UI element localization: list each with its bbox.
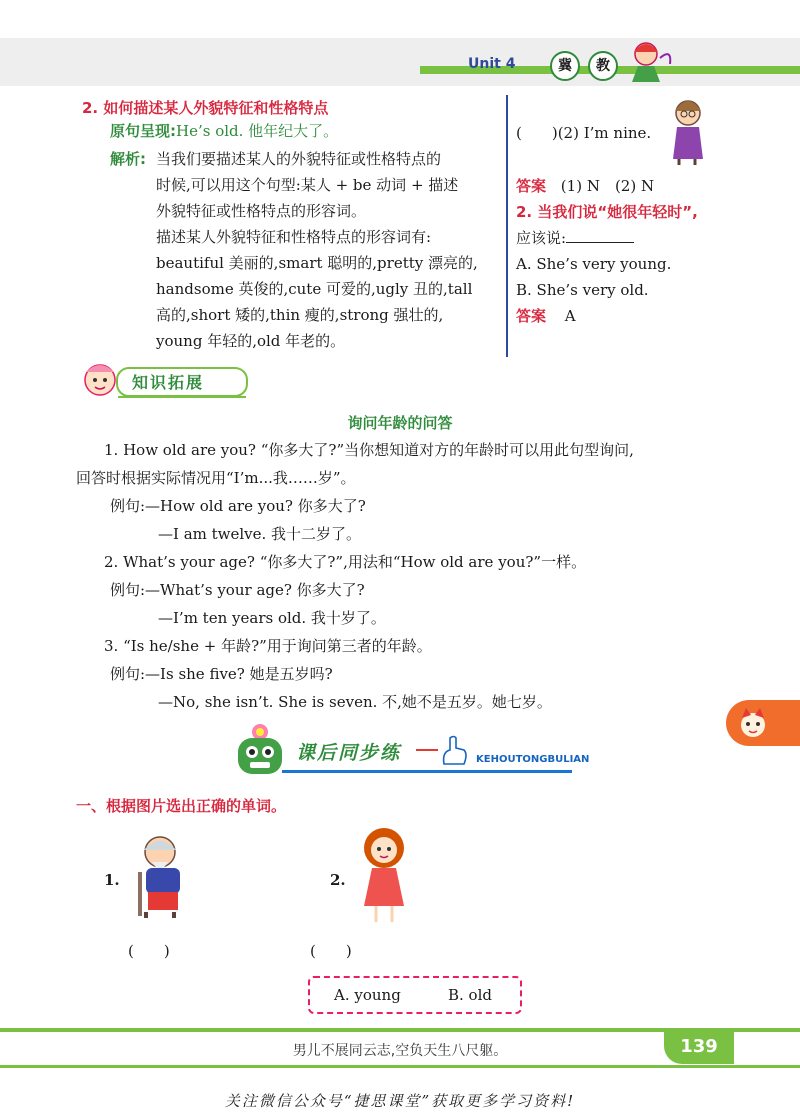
adj-line-3: handsome 英俊的,cute 可爱的,ugly 丑的,tall <box>156 280 473 298</box>
right-q2-title <box>516 199 698 225</box>
answer-2: A <box>564 307 576 325</box>
practice-banner <box>230 722 590 780</box>
ex2-q: 例句:—What’s your age? 你多大了? <box>110 581 365 599</box>
unit-label: Unit 4 <box>468 56 516 72</box>
ex2-a: —I’m ten years old. 我十岁了。 <box>158 609 386 627</box>
answer-row-2 <box>516 303 576 329</box>
original-sentence-row <box>110 118 338 144</box>
answer-blank-2: ( ) <box>310 942 352 960</box>
analysis-line-3: 外貌特征或性格特点的形容词。 <box>156 202 367 220</box>
analysis-text <box>156 146 506 354</box>
practice-banner-text: 课后同步练 <box>296 742 402 764</box>
p2: 2. What’s your age? “你多大了?”,用法和“How old are you?”一样。 <box>104 553 587 571</box>
young-girl-image <box>350 822 418 926</box>
knowledge-body <box>76 436 756 716</box>
answer-label-2: 答案 <box>516 307 547 325</box>
arrow-icon <box>416 749 438 751</box>
knowledge-title: 询问年龄的问答 <box>347 414 453 432</box>
p1-line2: 回答时根据实际情况用“I’m...我……岁”。 <box>76 469 356 487</box>
p1-line1: 1. How old are you? “你多大了?”当你想知道对方的年龄时可以用此句型询问, <box>104 441 634 459</box>
knowledge-banner <box>78 358 248 400</box>
answer-blank <box>566 226 634 243</box>
footer-line-bottom <box>0 1065 800 1068</box>
practice-pinyin: KEHOUTONGBULIAN <box>476 754 590 765</box>
section-title: 2. 如何描述某人外貌特征和性格特点 <box>82 99 329 117</box>
monster-mascot-icon <box>230 722 290 780</box>
knowledge-banner-text: 知识拓展 <box>132 373 205 392</box>
knowledge-underline <box>118 396 246 398</box>
old-woman-icon <box>665 95 711 167</box>
column-divider <box>506 95 508 357</box>
watermark: 关注微信公众号“捷思课堂”获取更多学习资料! <box>224 1092 576 1110</box>
ex1-a: —I am twelve. 我十二岁了。 <box>158 525 362 543</box>
badge-ji: 冀 <box>550 51 580 81</box>
badge-jiao: 教 <box>588 51 618 81</box>
original-label: 原句呈现: <box>110 122 176 140</box>
footer-motto: 男儿不展同云志,空负天生八尺躯。 <box>292 1043 508 1059</box>
option-b: B. She’s very old. <box>516 281 649 299</box>
header-bar <box>0 0 800 95</box>
right-q2: ( )(2) I’m nine. <box>516 124 652 142</box>
page-number: 139 <box>680 1036 718 1057</box>
option-old: B. old <box>448 986 492 1004</box>
answer-label-1: 答案 <box>516 177 547 195</box>
fairy-icon <box>620 38 674 84</box>
right-q2-line2 <box>516 225 634 251</box>
analysis-line-2: 时候,可以用这个句型:某人 + be 动词 + 描述 <box>156 176 459 194</box>
option-a: A. She’s very young. <box>516 255 672 273</box>
answer-row-1 <box>516 173 654 199</box>
answer-blank-1: ( ) <box>128 942 170 960</box>
analysis-label: 解析: <box>110 150 146 168</box>
p3: 3. “Is he/she + 年龄?”用于询问第三者的年龄。 <box>104 637 432 655</box>
ex3-a: —No, she isn’t. She is seven. 不,她不是五岁。她七岁。 <box>158 693 552 711</box>
original-sentence: He’s old. 他年纪大了。 <box>176 122 339 140</box>
exercise-number-2: 2. <box>330 871 346 889</box>
adj-line-4: 高的,short 矮的,thin 瘦的,strong 强壮的, <box>156 306 444 324</box>
side-tab <box>726 700 800 746</box>
adj-line-1: 描述某人外貌特征和性格特点的形容词有: <box>156 228 432 246</box>
ex1-q: 例句:—How old are you? 你多大了? <box>110 497 366 515</box>
right-q2-number: 2. 当我们说“她很年轻时”, <box>516 203 698 221</box>
old-man-image <box>124 828 206 920</box>
right-q2-prompt: 应该说: <box>516 229 567 247</box>
option-young: A. young <box>334 986 401 1004</box>
answer-1: (1) N (2) N <box>560 177 655 195</box>
fox-mascot-icon <box>736 706 770 740</box>
header-shade <box>0 38 800 86</box>
exercise-number-1: 1. <box>104 871 120 889</box>
ex3-q: 例句:—Is she five? 她是五岁吗? <box>110 665 333 683</box>
exercise-heading: 一、根据图片选出正确的单词。 <box>76 797 287 815</box>
adj-line-2: beautiful 美丽的,smart 聪明的,pretty 漂亮的, <box>156 254 478 272</box>
pointing-hand-icon <box>440 734 470 768</box>
analysis-line-1: 当我们要描述某人的外貌特征或性格特点的 <box>156 150 442 168</box>
adj-line-5: young 年轻的,old 年老的。 <box>156 332 346 350</box>
